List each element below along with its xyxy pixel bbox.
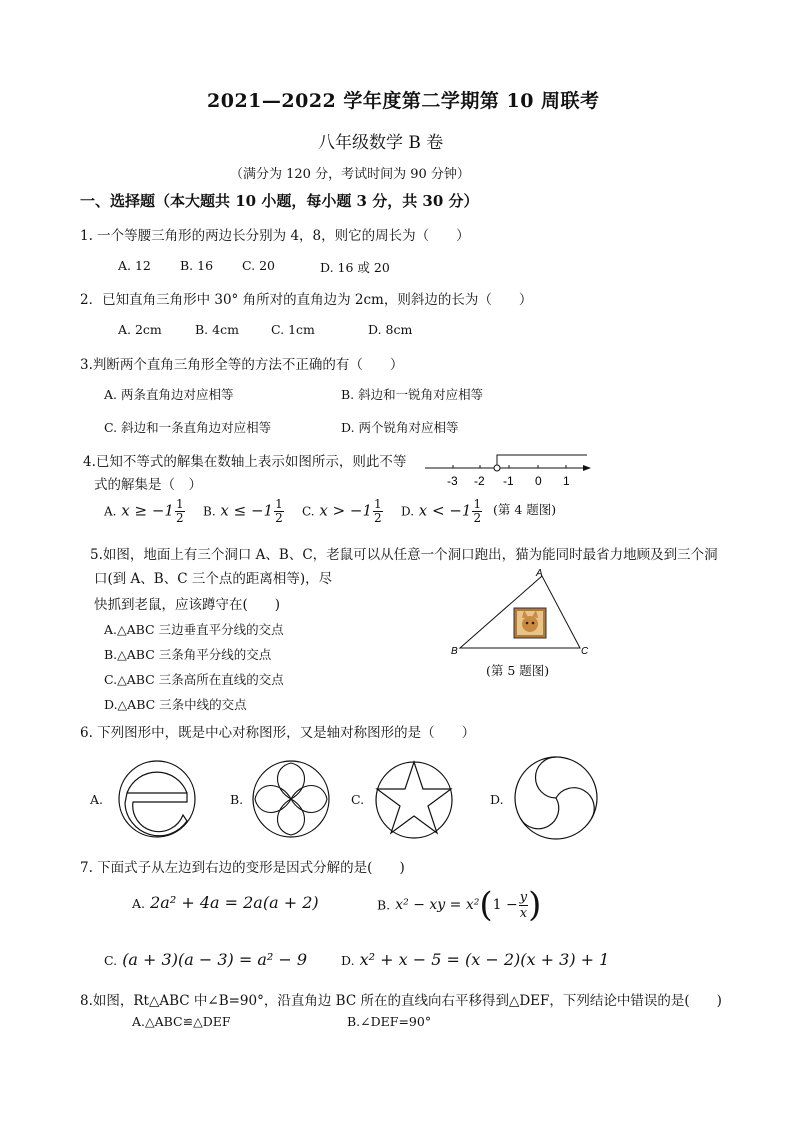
q7-option-c bbox=[104, 950, 307, 969]
q4-option-d-label: D. bbox=[401, 504, 415, 519]
q7-option-a-label: A. bbox=[132, 896, 146, 911]
q2-option-d: D. 8cm bbox=[368, 322, 413, 337]
exam-title: 2021—2022 学年度第二学期第 10 周联考 bbox=[207, 90, 600, 112]
q3-option-d: D. 两个锐角对应相等 bbox=[341, 420, 459, 435]
q7-option-d-label: D. bbox=[341, 953, 355, 968]
question-1-stem: 1. 一个等腰三角形的两边长分别为 4，8，则它的周长为（ ） bbox=[80, 228, 470, 244]
q7-option-b-fraction: $\frac{y}{x}$ bbox=[519, 889, 528, 921]
figure-a-e-circle bbox=[117, 759, 197, 839]
q1-option-c: C. 20 bbox=[242, 258, 275, 273]
exam-note: （满分为 120 分，考试时间为 90 分钟） bbox=[230, 167, 470, 182]
q7-option-b-one: 1 − bbox=[492, 897, 518, 913]
question-6-stem: 6. 下列图形中，既是中心对称图形，又是轴对称图形的是（ ） bbox=[80, 725, 476, 741]
question-4-stem-line1: 4.已知不等式的解集在数轴上表示如图所示，则此不等 bbox=[83, 454, 407, 470]
q7-option-d bbox=[341, 950, 609, 969]
figure-d-swirl-circle bbox=[513, 755, 599, 841]
q5-option-d: D.△ABC 三条中线的交点 bbox=[104, 697, 247, 712]
q7-option-d-expr: x² + x − 5 = (x − 2)(x + 3) + 1 bbox=[359, 950, 610, 969]
q4-option-a-expr: x ≥ −1 bbox=[121, 501, 174, 520]
axis-tick-label: -2 bbox=[474, 474, 485, 488]
q4-option-a-label: A. bbox=[104, 504, 117, 519]
q7-option-c-label: C. bbox=[104, 953, 118, 968]
vertex-label-c: C bbox=[581, 646, 589, 657]
q4-option-a bbox=[104, 498, 185, 525]
q3-option-b: B. 斜边和一锐角对应相等 bbox=[341, 387, 484, 402]
q6-option-b-label: B. bbox=[230, 792, 244, 807]
q7-option-b bbox=[377, 885, 541, 925]
axis-tick-label: -1 bbox=[503, 474, 514, 488]
vertex-label-a: A bbox=[536, 568, 543, 579]
question-3-stem: 3.判断两个直角三角形全等的方法不正确的有（ ） bbox=[80, 357, 404, 373]
q6-option-d-label: D. bbox=[490, 792, 504, 807]
q7-option-a bbox=[132, 893, 319, 912]
q4-option-b bbox=[203, 498, 284, 525]
q4-option-a-fraction: $\frac{1}{2}$ bbox=[175, 497, 184, 525]
question-8-stem: 8.如图，Rt△ABC 中∠B=90°，沿直角边 BC 所在的直线向右平移得到△DEF，下列结论中错误的是( ) bbox=[80, 993, 722, 1009]
figure-b-petal-circle bbox=[251, 759, 331, 839]
q4-option-b-expr: x ≤ −1 bbox=[220, 501, 274, 520]
q4-option-c-fraction: $\frac{1}{2}$ bbox=[374, 497, 382, 525]
q4-figure-caption: (第 4 题图) bbox=[493, 502, 557, 517]
q4-option-c bbox=[302, 498, 383, 525]
q5-figure-caption: (第 5 题图) bbox=[486, 663, 550, 678]
q6-option-c-label: C. bbox=[351, 792, 365, 807]
q5-option-c: C.△ABC 三条高所在直线的交点 bbox=[104, 672, 284, 687]
q4-option-b-label: B. bbox=[203, 504, 216, 519]
q7-option-a-expr: 2a² + 4a = 2a(a + 2) bbox=[150, 893, 319, 912]
q7-option-b-label: B. bbox=[377, 897, 391, 913]
q1-option-a: A. 12 bbox=[118, 258, 151, 273]
q8-option-a: A.△ABC≌△DEF bbox=[132, 1014, 231, 1029]
q3-option-a: A. 两条直角边对应相等 bbox=[104, 387, 234, 402]
axis-tick-label: 1 bbox=[563, 474, 570, 488]
q1-option-d: D. 16 或 20 bbox=[320, 260, 390, 275]
q4-option-c-expr: x > −1 bbox=[319, 501, 373, 520]
q7-option-c-expr: (a + 3)(a − 3) = a² − 9 bbox=[122, 950, 308, 969]
q4-option-c-label: C. bbox=[302, 504, 315, 519]
q7-option-b-expr: x² − xy = x² bbox=[395, 897, 480, 913]
q4-option-b-fraction: $\frac{1}{2}$ bbox=[275, 497, 283, 525]
q1-option-b: B. 16 bbox=[180, 258, 214, 273]
cat-picture-icon bbox=[514, 608, 546, 638]
number-line-figure bbox=[425, 450, 600, 494]
q2-option-c: C. 1cm bbox=[271, 322, 315, 337]
q5-option-b: B.△ABC 三条角平分线的交点 bbox=[104, 647, 272, 662]
section-title: 一、选择题（本大题共 10 小题，每小题 3 分，共 30 分） bbox=[80, 192, 479, 210]
figure-c-star-circle bbox=[374, 760, 454, 840]
q3-option-c: C. 斜边和一条直角边对应相等 bbox=[104, 420, 272, 435]
question-5-stem-line2: 口(到 A、B、C 三个点的距离相等)，尽 bbox=[94, 571, 333, 587]
question-4-stem-line2: 式的解集是（ ） bbox=[94, 477, 202, 493]
q2-option-b: B. 4cm bbox=[195, 322, 239, 337]
triangle-figure bbox=[450, 566, 600, 656]
question-2-stem: 2．已知直角三角形中 30° 角所对的直角边为 2cm，则斜边的长为（ ） bbox=[80, 292, 533, 308]
vertex-label-b: B bbox=[451, 646, 458, 657]
question-5-stem-line3: 快抓到老鼠，应该蹲守在( ) bbox=[94, 597, 281, 613]
axis-tick-label: -3 bbox=[447, 474, 458, 488]
exam-subtitle: 八年级数学 B 卷 bbox=[318, 133, 444, 153]
q7-option-b-paren-close: ) bbox=[528, 885, 542, 925]
q7-option-b-paren: ( bbox=[479, 885, 493, 925]
q4-option-d-fraction: $\frac{1}{2}$ bbox=[473, 497, 482, 525]
q4-option-d-expr: x < −1 bbox=[418, 501, 472, 520]
axis-tick-label: 0 bbox=[535, 474, 542, 488]
question-7-stem: 7. 下面式子从左边到右边的变形是因式分解的是( ) bbox=[80, 860, 405, 876]
q5-option-a: A.△ABC 三边垂直平分线的交点 bbox=[104, 622, 284, 637]
q2-option-a: A. 2cm bbox=[118, 322, 162, 337]
q6-option-a-label: A. bbox=[90, 792, 104, 807]
q8-option-b: B.∠DEF=90° bbox=[347, 1014, 432, 1029]
question-5-stem-line1: 5.如图，地面上有三个洞口 A、B、C，老鼠可以从任意一个洞口跑出，猫为能同时最省力地顾及到三个洞 bbox=[90, 547, 718, 563]
q4-option-d bbox=[401, 498, 482, 525]
